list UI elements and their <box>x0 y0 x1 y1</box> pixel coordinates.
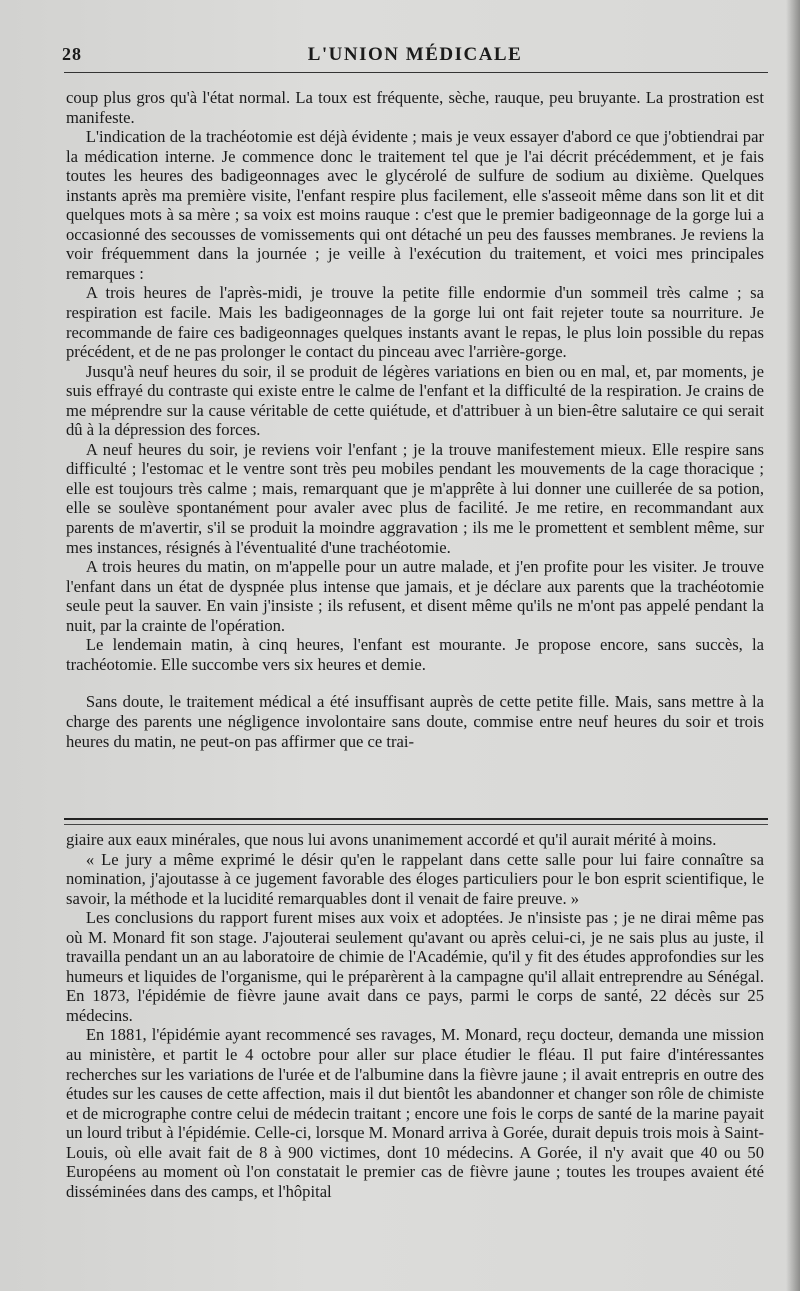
page-number: 28 <box>62 44 82 64</box>
feuilleton-separator-rule <box>64 818 768 825</box>
paragraph: En 1881, l'épidémie ayant recommencé ses ravages, M. Monard, reçu docteur, demanda une mission au ministère, et partit le 4 octobre pour aller sur place étudier le fléau. Il put faire d'intéressantes recherches sur les variations de l'urée et de l'albumine dans la fièvre jaune ; il avait entrepris en outre des études sur les causes de cette affection, mais il dut bientôt les abandonner et changer son rôle de chimiste et de micrographe contre celui de médecin traitant ; encore une fois le corps de santé de la marine payait un lourd tribut à l'épidémie. Celle-ci, lorsque M. Monard arriva à Gorée, durait depuis trois mois à Saint-Louis, où elle avait fait de 8 à 900 victimes, dont 10 médecins. A Gorée, il n'y avait que 40 ou 50 Européens au moment où l'on constatait le premier cas de fièvre jaune ; toutes les troupes avaient été disséminées dans des camps, et l'hôpital <box>66 1025 764 1201</box>
paragraph: Jusqu'à neuf heures du soir, il se produit de légères variations en bien ou en mal, et, par moments, je suis effrayé du contraste qui existe entre le calme de l'enfant et la difficulté de la respiration. Je crains de me méprendre sur la cause véritable de cette quiétude, et d'attribuer à un bien-être salutaire ce qui serait dû à la dépression des forces. <box>66 361 764 440</box>
paragraph: Les conclusions du rapport furent mises aux voix et adoptées. Je n'insiste pas ; je ne dirai même pas où M. Monard fit son stage. J'ajouterai seulement qu'avant ou après celui-ci, je ne sais plus au juste, il travailla pendant un an au laboratoire de chimie de l'Académie, qu'il y fit des études approfondies sur les humeurs et liquides de l'organisme, qui le préparèrent à la campagne qu'il allait entreprendre au Sénégal. En 1873, l'épidémie de fièvre jaune avait dans ce pays, parmi le corps de santé, 22 décès sur 25 médecins. <box>66 908 764 1025</box>
article-main-column <box>66 88 764 751</box>
header-rule <box>64 72 768 73</box>
feuilleton-column <box>66 830 764 1201</box>
paragraph: A trois heures du matin, on m'appelle pour un autre malade, et j'en profite pour les visiter. Je trouve l'enfant dans un état de dyspnée plus intense que jamais, et je déclare aux parents que la trachéotomie seule peut la sauver. En vain j'insiste ; ils refusent, et disent même qu'ils ne m'ont pas appelé pendant la nuit, par la crainte de l'opération. <box>66 557 764 635</box>
paragraph: coup plus gros qu'à l'état normal. La toux est fréquente, sèche, rauque, peu bruyante. La prostration est manifeste. <box>66 88 764 127</box>
page-header <box>62 42 768 74</box>
page-edge-shadow <box>786 0 800 1291</box>
paragraph: A neuf heures du soir, je reviens voir l'enfant ; je la trouve manifestement mieux. Elle respire sans difficulté ; l'estomac et le ventre sont très peu mobiles pendant les mouvements de la cage thoracique ; elle est toujours très calme ; mais, remarquant que je m'apprête à lui donner une cuillerée de sa potion, elle se soulève spontanément pour avaler avec plus de facilité. Je me retire, en recommandant aux parents de m'avertir, s'il se produit la moindre aggravation ; ils me le promettent et semblent même, sur mes instances, résignés à l'éventualité d'une trachéotomie. <box>66 439 764 557</box>
paragraph: L'indication de la trachéotomie est déjà évidente ; mais je veux essayer d'abord ce que j'obtiendrai par la médication interne. Je commence donc le traitement tel que je l'ai décrit précédemment, et je fais toutes les heures des badigeonnages avec le glycérolé de sulfure de sodium au dixième. Quelques instants après ma première visite, l'enfant respire plus facilement, elle s'asseoit même dans son lit et dit quelques mots à sa mère ; sa voix est moins rauque : c'est que le premier badigeonnage de la gorge lui a occasionné des secousses de vomissements qui ont détaché un peu des fausses membranes. Je reviens la voir fréquemment dans la journée ; je veille à l'exécution du traitement, et voici mes principales remarques : <box>66 127 764 283</box>
running-title: L'UNION MÉDICALE <box>307 44 523 65</box>
paragraph: Le lendemain matin, à cinq heures, l'enfant est mourante. Je propose encore, sans succès, la trachéotomie. Elle succombe vers six heures et demie. <box>66 635 764 674</box>
paragraph: Sans doute, le traitement médical a été insuffisant auprès de cette petite fille. Mais, sans mettre à la charge des parents une négligence involontaire sans doute, commise entre neuf heures du soir et trois heures du matin, ne peut-on pas affirmer que ce trai- <box>66 692 764 751</box>
paragraph: A trois heures de l'après-midi, je trouve la petite fille endormie d'un sommeil très calme ; sa respiration est facile. Mais les badigeonnages de la gorge lui ont fait rejeter toute sa nourriture. Je recommande de faire ces badigeonnages quelques instants avant le repas, le plus loin possible du repas précédent, et de ne pas prolonger le contact du pinceau avec l'arrière-gorge. <box>66 283 764 362</box>
paragraph: giaire aux eaux minérales, que nous lui avons unanimement accordé et qu'il aurait mérité à moins. <box>66 830 717 849</box>
paragraph: « Le jury a même exprimé le désir qu'en le rappelant dans cette salle pour lui faire connaître sa nomination, j'ajoutasse à ce jugement favorable des éloges particuliers pour le bon esprit scientifique, le savoir, la méthode et la lucidité remarquables dont il venait de faire preuve. » <box>66 849 764 908</box>
